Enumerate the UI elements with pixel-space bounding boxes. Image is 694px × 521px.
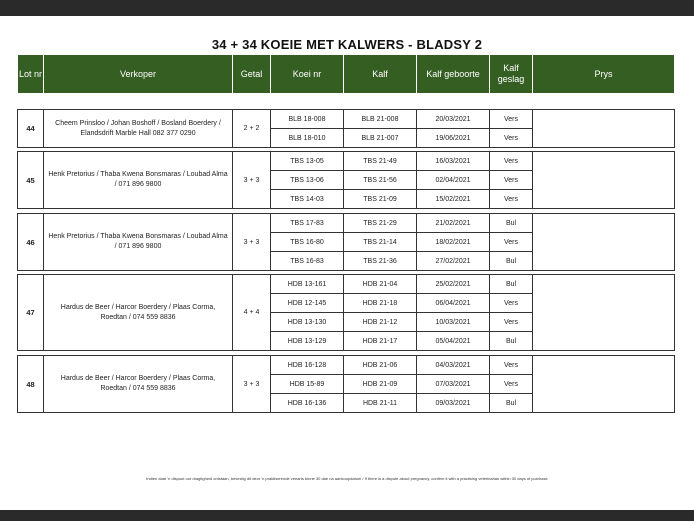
count: 4 + 4: [233, 275, 271, 351]
cow-number: BLB 18-010: [271, 129, 344, 148]
lot-number: 48: [18, 356, 44, 413]
header-birth: Kalf geboorte: [417, 55, 490, 94]
table-row: [18, 275, 675, 294]
cow-number: HDB 13-161: [271, 275, 344, 294]
price-cell[interactable]: [533, 214, 675, 271]
calf-birth: 19/06/2021: [417, 129, 490, 148]
lot-number: 47: [18, 275, 44, 351]
calf-sex: Vers: [490, 110, 533, 129]
cow-number: TBS 13-05: [271, 152, 344, 171]
cow-number: HDB 16-136: [271, 394, 344, 413]
calf-sex: Vers: [490, 375, 533, 394]
calf-sex: Vers: [490, 171, 533, 190]
calf-birth: 20/03/2021: [417, 110, 490, 129]
header-seller: Verkoper: [44, 55, 233, 94]
cow-number: BLB 18-008: [271, 110, 344, 129]
calf-birth: 21/02/2021: [417, 214, 490, 233]
calf-number: TBS 21-09: [344, 190, 417, 209]
calf-number: BLB 21-008: [344, 110, 417, 129]
table-row: [18, 214, 675, 233]
lot-number: 45: [18, 152, 44, 209]
calf-sex: Vers: [490, 313, 533, 332]
calf-sex: Vers: [490, 294, 533, 313]
calf-sex: Bul: [490, 252, 533, 271]
calf-number: HDB 21-09: [344, 375, 417, 394]
cow-number: TBS 17-83: [271, 214, 344, 233]
calf-sex: Bul: [490, 394, 533, 413]
page-title: 34 + 34 KOEIE MET KALWERS - BLADSY 2: [211, 37, 483, 52]
header-count: Getal: [233, 55, 271, 94]
table-row: [18, 110, 675, 129]
calf-sex: Bul: [490, 214, 533, 233]
count: 2 + 2: [233, 110, 271, 148]
calf-sex: Vers: [490, 233, 533, 252]
lot-table-45: [17, 151, 675, 209]
cow-number: TBS 16-80: [271, 233, 344, 252]
cow-number: TBS 16-83: [271, 252, 344, 271]
calf-number: BLB 21-007: [344, 129, 417, 148]
price-cell[interactable]: [533, 110, 675, 148]
header-table: [17, 54, 675, 94]
cow-number: TBS 13-06: [271, 171, 344, 190]
calf-sex: Bul: [490, 275, 533, 294]
calf-number: HDB 21-17: [344, 332, 417, 351]
cow-number: HDB 15-89: [271, 375, 344, 394]
lot-table-46: [17, 213, 675, 271]
lot-table-44: [17, 109, 675, 148]
calf-birth: 04/03/2021: [417, 356, 490, 375]
calf-number: TBS 21-49: [344, 152, 417, 171]
calf-number: TBS 21-29: [344, 214, 417, 233]
cow-number: HDB 12-145: [271, 294, 344, 313]
lot-number: 46: [18, 214, 44, 271]
calf-birth: 25/02/2021: [417, 275, 490, 294]
calf-sex: Vers: [490, 190, 533, 209]
calf-birth: 05/04/2021: [417, 332, 490, 351]
price-cell[interactable]: [533, 152, 675, 209]
header-price: Prys: [533, 55, 675, 94]
calf-birth: 27/02/2021: [417, 252, 490, 271]
calf-number: TBS 21-14: [344, 233, 417, 252]
calf-birth: 06/04/2021: [417, 294, 490, 313]
count: 3 + 3: [233, 356, 271, 413]
calf-number: HDB 21-06: [344, 356, 417, 375]
calf-birth: 10/03/2021: [417, 313, 490, 332]
calf-birth: 18/02/2021: [417, 233, 490, 252]
header-cow: Koei nr: [271, 55, 344, 94]
count: 3 + 3: [233, 152, 271, 209]
seller: Henk Pretorius / Thaba Kwena Bonsmaras / Loubad Alma / 071 896 9800: [44, 214, 233, 271]
table-row: [18, 152, 675, 171]
header-lot: Lot nr: [18, 55, 44, 94]
calf-sex: Vers: [490, 152, 533, 171]
calf-number: TBS 21-36: [344, 252, 417, 271]
calf-number: HDB 21-11: [344, 394, 417, 413]
cow-number: TBS 14-03: [271, 190, 344, 209]
seller: Henk Pretorius / Thaba Kwena Bonsmaras / Loubad Alma / 071 896 9800: [44, 152, 233, 209]
calf-number: HDB 21-18: [344, 294, 417, 313]
calf-sex: Vers: [490, 129, 533, 148]
bottom-bar: [0, 510, 694, 521]
calf-sex: Bul: [490, 332, 533, 351]
calf-birth: 07/03/2021: [417, 375, 490, 394]
seller: Hardus de Beer / Harcor Boerdery / Plaas Corma, Roedtan / 074 559 8836: [44, 275, 233, 351]
seller: Hardus de Beer / Harcor Boerdery / Plaas Corma, Roedtan / 074 559 8836: [44, 356, 233, 413]
calf-birth: 16/03/2021: [417, 152, 490, 171]
price-cell[interactable]: [533, 356, 675, 413]
header-sex: Kalf geslag: [490, 55, 533, 94]
price-cell[interactable]: [533, 275, 675, 351]
calf-birth: 09/03/2021: [417, 394, 490, 413]
calf-number: HDB 21-12: [344, 313, 417, 332]
cow-number: HDB 16-128: [271, 356, 344, 375]
cow-number: HDB 13-130: [271, 313, 344, 332]
table-row: [18, 356, 675, 375]
count: 3 + 3: [233, 214, 271, 271]
footnote: Indien daar 'n dispuut oor dragtigheid ontstaan, bevestig dit deur 'n praktiserende veearts binne 30 dae na aankoopdatum / If there is a dispute about pregnancy, confirm it with a practising veterinarian within 30 days of purchase: [146, 476, 548, 481]
calf-birth: 15/02/2021: [417, 190, 490, 209]
lot-table-48: [17, 355, 675, 413]
calf-birth: 02/04/2021: [417, 171, 490, 190]
calf-sex: Vers: [490, 356, 533, 375]
calf-number: TBS 21-56: [344, 171, 417, 190]
calf-number: HDB 21-04: [344, 275, 417, 294]
lot-table-47: [17, 274, 675, 351]
lot-number: 44: [18, 110, 44, 148]
header-calf: Kalf: [344, 55, 417, 94]
cow-number: HDB 13-129: [271, 332, 344, 351]
seller: Cheem Prinsloo / Johan Boshoff / Bosland Boerdery / Elandsdrift Marble Hall 082 377 0290: [44, 110, 233, 148]
